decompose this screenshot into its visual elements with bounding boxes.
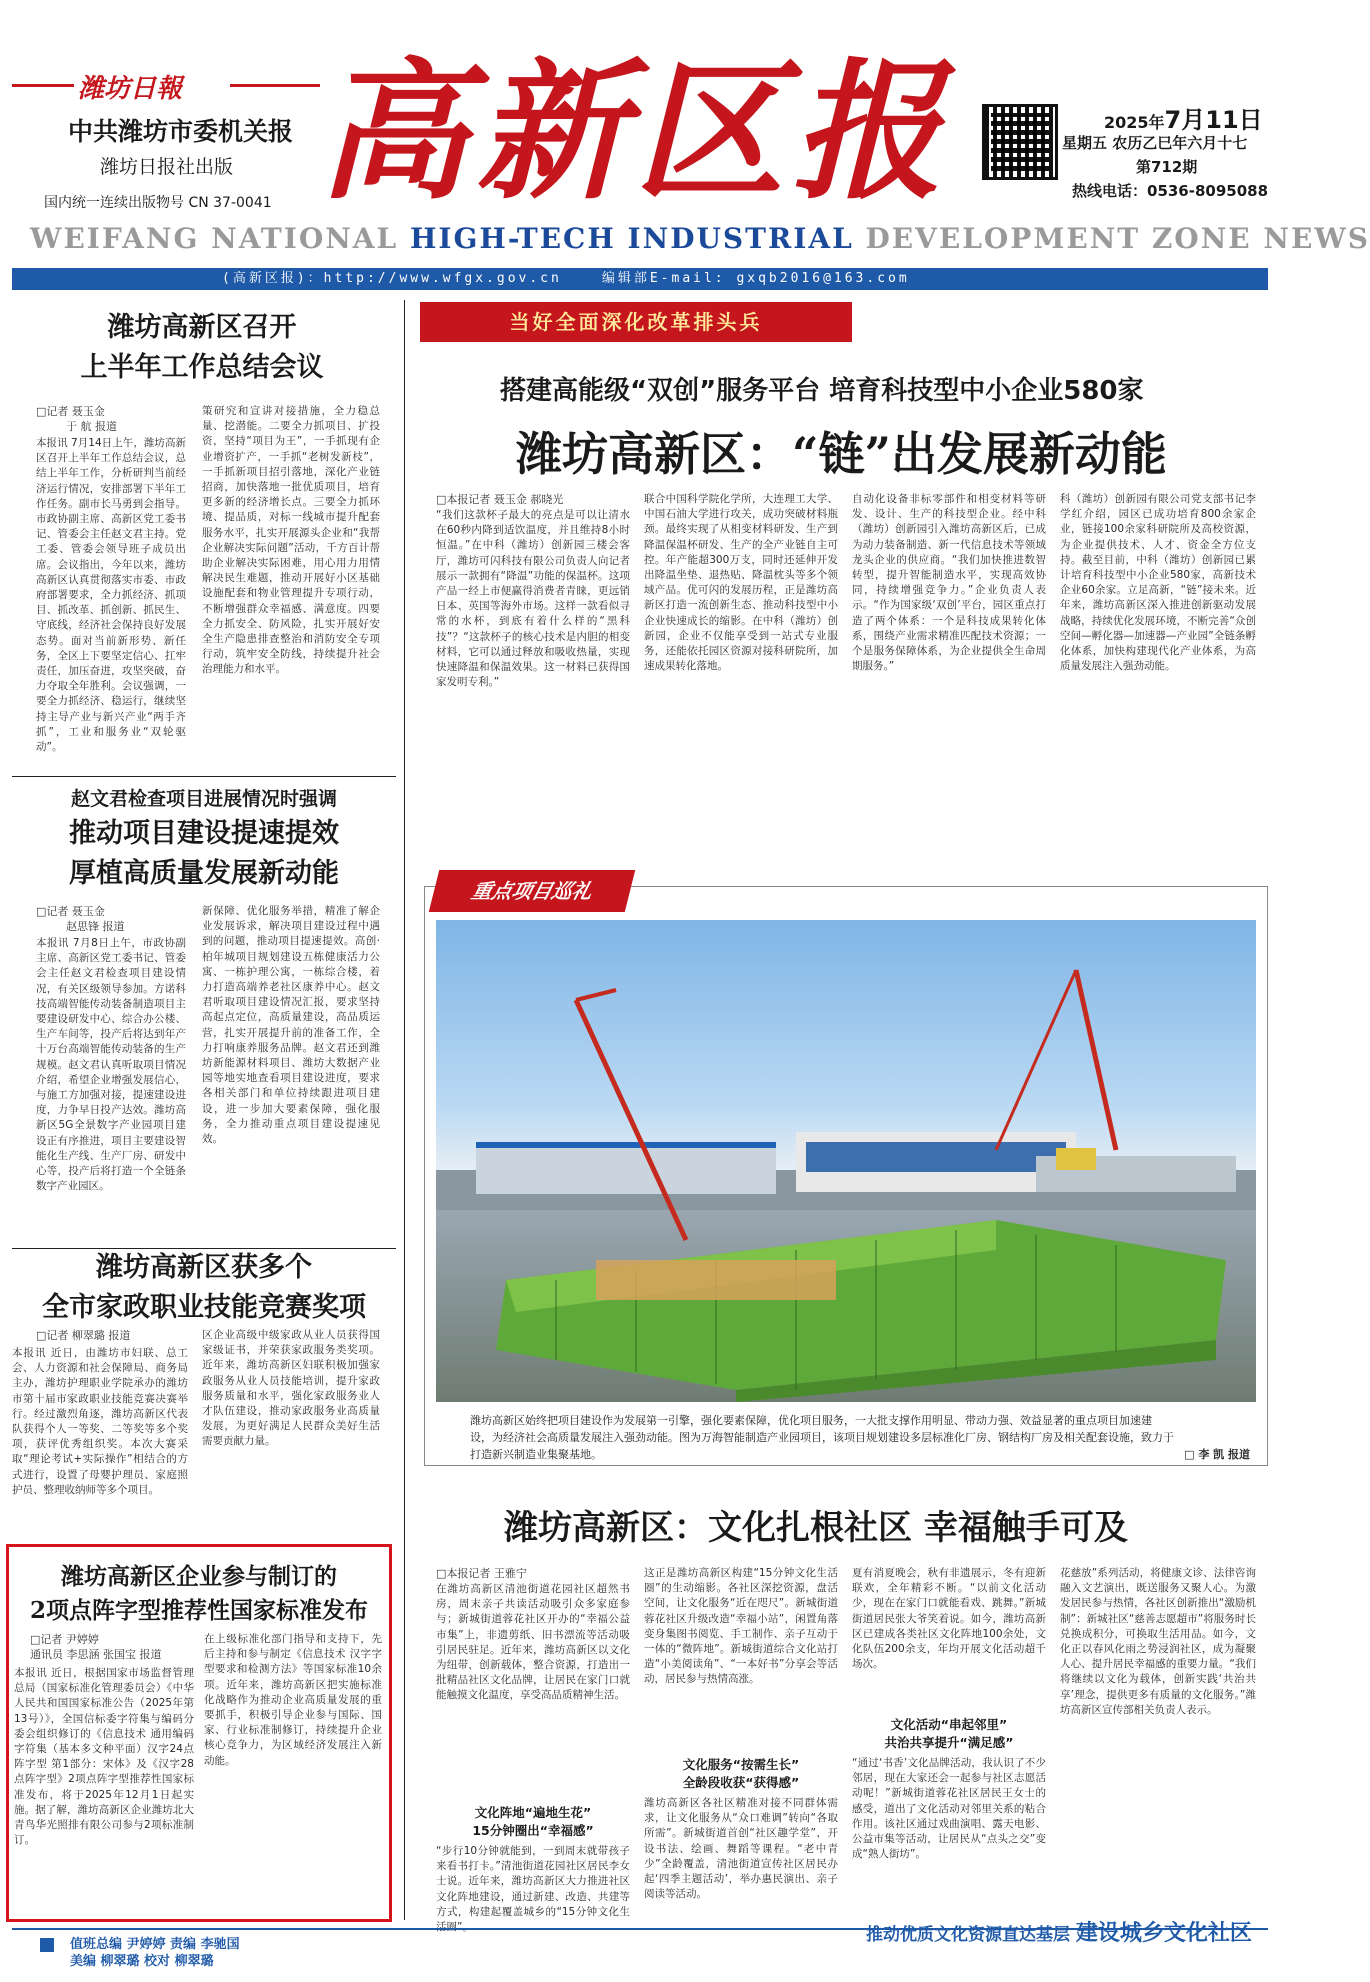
cn-number: 国内统一连续出版物号 CN 37-0041 xyxy=(44,195,272,211)
footer-editors: 值班总编 尹婷婷 责编 李驰国 美编 柳翠璐 校对 柳翠璐 xyxy=(70,1937,240,1969)
feature-tag: 重点项目巡礼 xyxy=(429,870,635,912)
article-3-title: 潍坊高新区获多个 全市家政职业技能竞赛奖项 xyxy=(42,1252,366,1323)
article-1-title: 潍坊高新区召开 上半年工作总结会议 xyxy=(80,312,324,383)
brand-rule-right xyxy=(230,84,320,87)
culture-byline: □本报记者 王雅宁 xyxy=(436,1567,527,1580)
article-1-body-right: 策研究和宣讲对接措施，全力稳总量、挖潜能。二要全力抓项目、扩投资，坚持“项目为王”，一手抓现有企业增资扩产，一手抓“老树发新枝”，一手抓新项目招引落地，深化产业链招商，加快落地一批优质项目，培育更多新的经济增长点。三要全力抓环境、提品质，对标一线城市提升配套服务水平，扎实开展源头企业和“我帮企业解决实际问题”活动，千方百计帮助企业解决实际困难，用心用力用情解决民生难题，推动开展好小区基础设施配套和物业管理提升专项行动，不断增强群众幸福感、满意度。四要全力抓安全、防风险，扎实开展好安全生产隐患排查整治和消防安全专项行动，筑牢安全防线，持续提升社会治理能力和水平。 xyxy=(202,405,380,676)
article-2-body-left: 本报讯 7月8日上午，市政协副主席、高新区党工委书记、管委会主任赵文君检查项目建设情况，有关区级领导参加。方诺科技高端智能传动装备制造项目主要建设研发中心、综合办公楼、生产车间等，投产后将达到年产十万台高端智能传动装备的生产规模。赵文君认真听取项目情况介绍，希望企业增强发展信心，与施工方加强对接，提速建设进度，力争早日投产达效。潍坊高新区5G全景数字产业园项目建设正有序推进，项目主要建设智能化生产线、生产厂房、研发中心等，投产后将打造一个全链条数字产业园区。 xyxy=(36,937,186,1193)
issue-date: 2025年7月11日 xyxy=(1104,106,1263,134)
masthead-title: 高新区报 xyxy=(318,44,951,220)
website-link[interactable]: (高新区报)：http://www.wfgx.gov.cn xyxy=(222,271,562,286)
article-4-title: 潍坊高新区企业参与制订的 2项点阵字型推荐性国家标准发布 xyxy=(29,1563,368,1624)
lead-headline: 潍坊高新区：“链”出发展新动能 xyxy=(516,427,1167,481)
article-2-kicker: 赵文君检查项目进展情况时强调 xyxy=(70,788,337,810)
lead-body-col-4: 科（潍坊）创新园有限公司党支部书记李学红介绍，园区已成功培育800余家企业，链接100余家科研院所及高校资源，为企业提供技术、人才、资金全方位支持。截至目前，中科（潍坊）创新园已累计培育科技型中小企业580家，高新技术企业60余家。立足高新，“链”接未来。近年来，潍坊高新区深入推进创新驱动发展战略，持续优化发展环境，不断完善“众创空间—孵化器—加速器—产业园”全链条孵化体系，加快构建现代化产业体系，为高质量发展注入强劲动能。 xyxy=(1060,493,1256,673)
construction-photo[interactable] xyxy=(436,920,1256,1402)
lead-byline: □本报记者 聂玉金 郝晓光 xyxy=(436,493,564,506)
article-4-body-left: 本报讯 近日，根据国家市场监督管理总局（国家标准化管理委员会）《中华人民共和国国家标准公告（2025年第13号）》，全国信标委字符集与编码分委会组织修订的《信息技术 通用编码字符集（基本多文种平面）汉字24点阵字型 第1部分：宋体》及《汉字28点阵字型》2项点阵字型推荐性国家标准发布，将于2025年12月1日起实施。据了解，潍坊高新区企业潍坊北大青鸟华光照排有限公司参与2项标准制订。 xyxy=(14,1667,194,1847)
article-3-body-right: 区企业高级中级家政从业人员获得国家级证书，并荣获家政服务类奖项。近年来，潍坊高新区妇联积极加强家政服务从业人员技能培训，提升家政服务质量和水平，强化家政服务业人才队伍建设，推动家政服务业高质量发展，为更好满足人民群众美好生活需要贡献力量。 xyxy=(202,1329,380,1448)
article-4-body-right: 在上级标准化部门指导和支持下，先后主持和参与制定《信息技术 汉字字型要求和检测方法》等国家标准10余项。近年来，潍坊高新区把实施标准化战略作为推动企业高质量发展的重要抓手，积极引导企业参与国际、国家、行业标准制修订，持续提升企业核心竞争力，为区域经济发展注入新动能。 xyxy=(204,1633,382,1767)
culture-subhead-1: 文化阵地“遍地生花” 15分钟圈出“幸福感” xyxy=(472,1805,594,1838)
culture-body-col-4: 花慈放”系列活动，将健康文诊、法律咨询融入文艺演出，既送服务又聚人心。为激发居民参与热情，各社区创新推出“激励机制”：新城社区“慈善志愿超市”将服务时长兑换成积分，可换取生活用品。如今，文化正以春风化雨之势浸润社区，成为凝聚人心、提升居民幸福感的重要力量。“我们将继续以文化为载体，创新实践‘共治共享’理念，提供更多有质量的文化服务。”潍坊高新区宣传部相关负责人表示。 xyxy=(1060,1567,1256,1716)
column-divider xyxy=(404,300,405,1920)
culture-body-col-3: 夏有消夏晚会，秋有非遗展示，冬有迎新联欢，全年精彩不断。“以前文化活动少，现在在家门口就能看戏、跳舞。”新城街道居民张大爷笑着说。如今，潍坊高新区已建成各类社区文化阵地100余处，文化队伍200余支，年均开展文化活动超千场次。 xyxy=(852,1567,1046,1671)
article-4-byline: □记者 尹婷婷 通讯员 李思涵 张国宝 报道 xyxy=(30,1633,162,1661)
party-organ-label: 中共潍坊市委机关报 xyxy=(68,117,294,146)
culture-body-col-2b: 潍坊高新区各社区精准对接不同群体需求，让文化服务从“众口难调”转向“各取所需”。新城街道首创“社区趣学堂”，开设书法、绘画、舞蹈等课程。“老中青少”全龄覆盖，清池街道宣传社区居民办起‘四季主题活动’，举办惠民演出、亲子阅读等活动。 xyxy=(644,1797,838,1901)
culture-subhead-3: 文化活动“串起邻里” 共治共享提升“满足感” xyxy=(884,1717,1014,1750)
article-2-byline: □记者 聂玉金 赵思锋 报道 xyxy=(36,905,125,933)
construction-scene-icon xyxy=(436,920,1256,1402)
publisher-label: 潍坊日报社出版 xyxy=(100,156,234,178)
photo-caption: 潍坊高新区始终把项目建设作为发展第一引擎，强化要素保障，优化项目服务，一大批支撑作用明显、带动力强、效益显著的重点项目加速建 设，为经济社会高质量发展注入强劲动能。图为万海智能制造产业园项目，该项目规划建设多层标准化厂房、钢结构厂房及相关配套设施，致力于 打造新兴制造业集聚基地。 □ 李 凯 报道 xyxy=(470,1414,1250,1461)
lead-body-col-3: 自动化设备非标零部件和相变材料等研发、设计、生产的科技型企业。经中科（潍坊）创新园引入潍坊高新区后，已成为动力装备制造、新一代信息技术等领域龙头企业的供应商。“我们加快推进数智转型，提升智能制造水平，实现高效协同，持续增强竞争力。”企业负责人表示。“作为国家级‘双创’平台，园区重点打造了两个体系：一个是科技成果转化体系，围绕产业需求精准匹配技术资源；一个是服务保障体系，为企业提供全生命周期服务。” xyxy=(852,493,1046,673)
article-1-byline: □记者 聂玉金 于 航 报道 xyxy=(36,405,117,433)
article-1-body-left: 本报讯 7月14日上午，潍坊高新区召开上半年工作总结会议，总结上半年工作，分析研判当前经济运行情况，安排部署下半年工作任务。副市长马勇到会指导。市政协副主席、高新区党工委书记、管委会主任赵文君主持。党工委、管委会领导班子成员出席。会议指出，今年以来，潍坊高新区认真贯彻落实市委、市政府部署要求，全力抓经济、抓项目、抓改革、抓创新、抓民生、守底线，经济社会保持良好发展态势。面对当前新形势、新任务，全区上下要坚定信心、扛牢责任，加压奋进，攻坚突破，奋力夺取全年胜利。会议强调，一要全力抓经济、稳运行，继续坚持主导产业与新兴产业“两手齐抓”，工业和服务业“双轮驱动”。 xyxy=(36,437,186,754)
article-3-byline: □记者 柳翠璐 报道 xyxy=(36,1329,131,1342)
divider xyxy=(12,776,396,777)
footer-square-icon xyxy=(40,1938,54,1952)
culture-headline: 潍坊高新区：文化扎根社区 幸福触手可及 xyxy=(504,1508,1128,1548)
culture-subhead-2: 文化服务“按需生长” 全龄段收获“获得感” xyxy=(682,1757,800,1790)
info-bar xyxy=(12,268,1268,290)
footer-slogan: 推动优质文化资源直达基层 建设城乡文化社区 xyxy=(866,1921,1252,1946)
culture-body-col-3b: “通过‘书香’文化品牌活动，我认识了不少邻居，现在大家还会一起参与社区志愿活动呢！”新城街道蓉花社区居民王女士的感受，道出了文化活动对邻里关系的粘合作用。该社区通过戏曲演唱、露天电影、公益市集等活动，让居民从“点头之交”变成“熟人街坊”。 xyxy=(852,1757,1046,1861)
lead-body-col-2: 联合中国科学院化学所，大连理工大学、中国石油大学进行攻关，成功突破材料瓶颈。最终实现了从相变材料研发、生产到降温保温杯研发、生产的全产业链自主可控。年产能超300万支，同时还延伸开发出降温坐垫、退热贴、降温枕头等多个领域产品。优可闪的发展历程，正是潍坊高新区打造一流创新生态、推动科技型中小企业快速成长的缩影。在中科（潍坊）创新园，企业不仅能享受到一站式专业服务，还能依托园区资源对接科研院所，加速成果转化落地。 xyxy=(644,493,838,673)
english-subtitle: WEIFANG NATIONAL HIGH-TECH INDUSTRIAL DEVELOPMENT ZONE NEWS xyxy=(30,222,1370,255)
email-link[interactable]: 编辑部E-mail: gxqb2016@163.com xyxy=(601,271,910,286)
article-3-body-left: 本报讯 近日，由潍坊市妇联、总工会、人力资源和社会保障局、商务局主办，潍坊护理职业学院承办的潍坊市第十届市家政职业技能竞赛决赛举行。经过激烈角逐，潍坊高新区代表队获得个人一等奖、二等奖等多个奖项，获评优秀组织奖。本次大赛采取“理论考试+实际操作”相结合的方式进行，设置了母婴护理员、家庭照护员、整理收纳师等多个项目。 xyxy=(12,1347,188,1496)
brand-rule-left xyxy=(12,84,74,87)
issue-number: 第712期 xyxy=(1136,158,1198,176)
culture-body-col-1b: “步行10分钟就能到，一到周末就带孩子来看书打卡。”清池街道花园社区居民李女士说。近年来，潍坊高新区大力推进社区文化阵地建设，通过新建、改造、共建等方式，构建起覆盖城乡的“15分钟文化生 xyxy=(436,1845,630,1918)
article-2-title: 推动项目建设提速提效 厚植高质量发展新动能 xyxy=(69,818,339,889)
culture-body-col-2: 这正是潍坊高新区构建“15分钟文化生活圈”的生动缩影。各社区深挖资源，盘活空间，让文化服务“近在咫尺”。新城街道蓉花社区升级改造“幸福小站”，闲置角落变身集图书阅览、手工制作、亲子互动于一体的“微阵地”。新城街道综合文化站打造“小美阅读角”、“一本好书”分享会等活动，居民参与热情高涨。 xyxy=(644,1567,838,1686)
weekday-lunar: 星期五 农历乙巳年六月十七 xyxy=(1062,134,1248,152)
qr-code-icon[interactable] xyxy=(982,104,1058,180)
brand-logo: 潍坊日報 xyxy=(78,74,183,104)
article-2-body-right: 新保障、优化服务举措，精准了解企业发展诉求，解决项目建设过程中遇到的问题，推动项目提速提效。高创·柏年城项目规划建设五栋健康活力公寓、一栋护理公寓，一栋综合楼，着力打造高端养老社区康养中心。赵文君听取项目建设情况汇报，要求坚持高起点定位，高质量建设，高品质运营，扎实开展提升前的准备工作，全力打响康养服务品牌。赵文君还到潍坊新能源材料项目、潍坊大数据产业园等地实地查看项目建设进度，要求各相关部门和单位持续跟进项目建设，进一步加大要素保障，强化服务，全力推动重点项目建设提速见效。 xyxy=(202,905,380,1146)
lead-subtitle: 搭建高能级“双创”服务平台 培育科技型中小企业580家 xyxy=(500,376,1144,406)
section-banner: 当好全面深化改革排头兵 xyxy=(420,302,852,342)
photo-credit: □ 李 凯 报道 xyxy=(1184,1448,1250,1461)
lead-body-col-1: “我们这款杯子最大的亮点是可以让清水在60秒内降到适饮温度，并且维持8小时恒温。”在中科（潍坊）创新园三楼会客厅，潍坊可闪科技有限公司负责人向记者展示一款拥有“降温”功能的保温杯。这项产品一经上市便赢得消费者青睐，更远销日本、英国等海外市场。这样一款看似寻常的水杯，到底有着什么样的“黑科技”？“这款杯子的核心技术是内胆的相变材料，它可以通过释放和吸收热量，实现快速降温和保温效果。这一材料已获得国家发明专利。” xyxy=(436,509,630,689)
hotline: 热线电话：0536-8095088 xyxy=(1072,182,1269,200)
culture-body-col-1: 在潍坊高新区清池街道花园社区超然书房，周末亲子共读活动吸引众多家庭参与；新城街道蓉花社区开办的“幸福公益市集”上，非遗剪纸、旧书漂流等活动吸引居民驻足。近年来，潍坊高新区以文化为纽带，创新载体，整合资源，打造出一批精品社区文化品牌，让居民在家门口就能触摸文化温度，享受高品质精神生活。 xyxy=(436,1583,630,1702)
